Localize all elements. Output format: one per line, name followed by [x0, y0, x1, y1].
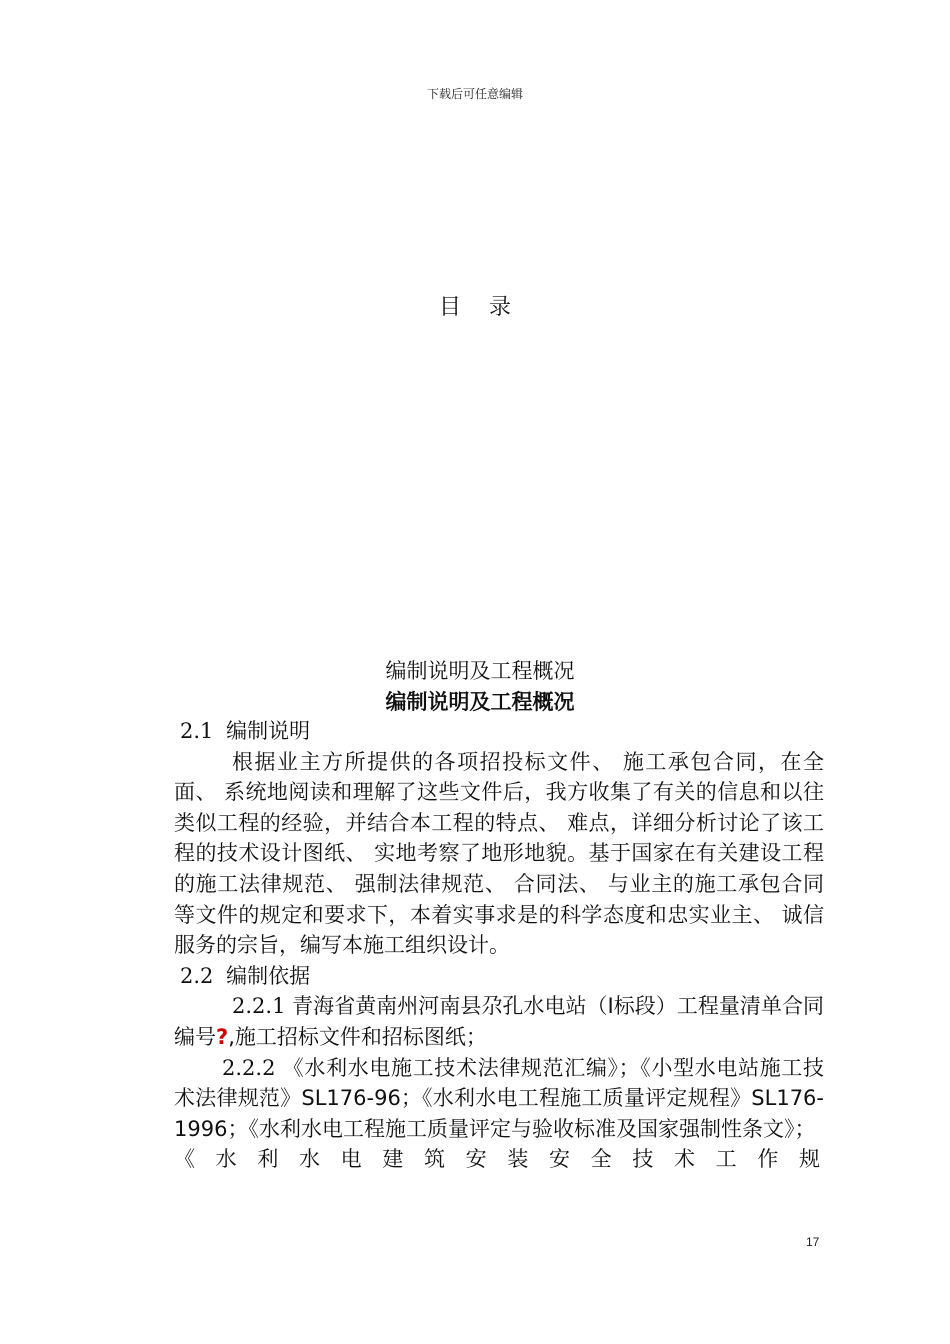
- item-text: 青海省黄南州河南县尕孔水电站（Ⅰ标段）工程量清单合同编号: [174, 994, 824, 1049]
- document-body: [174, 716, 824, 1175]
- subsection-2-1-heading: [174, 716, 824, 747]
- page-number: 17: [806, 1235, 820, 1249]
- subsection-number: 2.2: [180, 963, 214, 988]
- item-text: 《水利水电施工技术法律规范汇编》；《小型水电站施工技术法律规范》SL176-96；《水利水电工程施工质量评定规程》SL176-1996；《水利水电工程施工质量评定与验收标准及国家强制性条文》；: [174, 1055, 824, 1141]
- subsection-number: 2.1: [180, 719, 214, 743]
- section-heading: 编制说明及工程概况: [385, 659, 575, 683]
- item-number: 2.2.1: [232, 994, 286, 1019]
- subsection-2-1-paragraph: 根据业主方所提供的各项招投标文件、 施工承包合同，在全面、 系统地阅读和理解了这些文件后，我方收集了有关的信息和以往类似工程的经验，并结合本工程的特点、 难点，详细分析讨论了该工程的技术设计图纸、 实地考察了地形地貌。基于国家在有关建设工程的施工法律规范、 强制法律规范、 合同法、 与业主的施工承包合同等文件的规定和要求下，本着实事求是的科学态度和忠实业主、 诚信服务的宗旨，编写本施工组织设计。: [174, 749, 824, 958]
- section-heading-bold: 编制说明及工程概况: [385, 690, 575, 714]
- basis-item-2-2-2-last-line: 《水利水电建筑安装安全技术工作规: [174, 1147, 824, 1172]
- basis-item-2-2-1: [174, 991, 824, 1052]
- header-note: 下载后可任意编辑: [426, 87, 523, 101]
- toc-title: 目录: [438, 295, 539, 320]
- missing-value-mark: ?: [216, 1024, 229, 1049]
- subsection-title: 编制说明: [226, 719, 311, 743]
- item-text-continued: ,施工招标文件和招标图纸；: [228, 1024, 487, 1049]
- subsection-title: 编制依据: [226, 963, 311, 988]
- item-number: 2.2.2: [222, 1055, 276, 1080]
- subsection-2-2-heading: [174, 961, 824, 992]
- basis-item-2-2-2: [174, 1053, 824, 1145]
